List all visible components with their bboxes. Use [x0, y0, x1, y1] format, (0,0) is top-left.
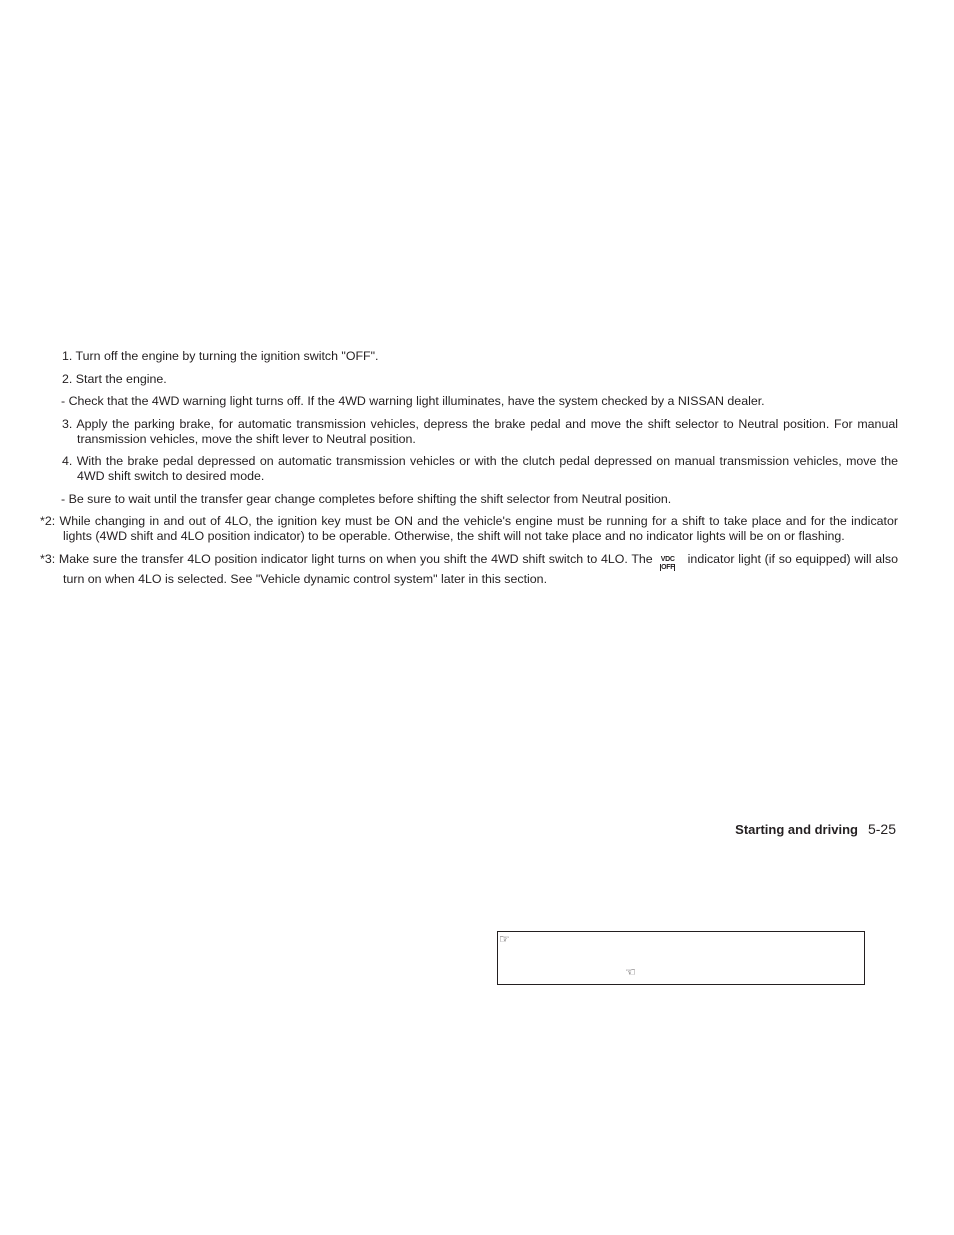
step-3: 3. Apply the parking brake, for automatic transmission vehicles, depress the brake pedal and move the shift selector to Neutral position. For manual transmission vehicles, move the shift lever to Neutral position.: [62, 416, 898, 446]
section-title: Starting and driving: [735, 822, 858, 837]
pointing-hand-right-icon: ☞: [499, 932, 510, 946]
notes-block: [40, 349, 898, 595]
step-2: 2. Start the engine.: [62, 371, 167, 386]
pointing-hand-left-icon: ☜: [625, 965, 636, 979]
footnote-3: [40, 552, 898, 588]
vdc-icon-bottom: OFF: [661, 563, 675, 571]
page-footer: [735, 821, 896, 837]
vdc-icon-top: VDC: [660, 556, 675, 563]
wait-note: - Be sure to wait until the transfer gear change completes before shifting the shift selector from Neutral position.: [61, 491, 672, 506]
footnote-3-end: indicator light (if so equipped) will also turn on when 4LO is selected. See "Vehicle dynamic control system" later in this section.: [63, 551, 898, 586]
reference-box: [497, 931, 865, 985]
page-number: 5-25: [867, 821, 896, 837]
step-4: 4. With the brake pedal depressed on automatic transmission vehicles or with the clutch pedal depressed on manual transmission vehicles, move the 4WD shift switch to desired mode.: [62, 454, 898, 483]
footnote-2: *2: While changing in and out of 4LO, the ignition key must be ON and the vehicle's engine must be running for a shift to take place and for the indicator lights (4WD shift and 4LO position indicator) to be operable. Otherwise, the shift will not take place and no indicator lights will be on or flashing.: [40, 514, 898, 543]
step-1: 1. Turn off the engine by turning the ignition switch "OFF".: [62, 349, 379, 363]
check-note: - Check that the 4WD warning light turns off. If the 4WD warning light illuminates, have the system checked by a NISSAN dealer.: [61, 394, 765, 408]
vdc-off-icon: [657, 556, 679, 572]
footnote-3-start: *3: Make sure the transfer 4LO position indicator light turns on when you shift the 4WD shift switch to 4LO. The: [40, 551, 653, 566]
